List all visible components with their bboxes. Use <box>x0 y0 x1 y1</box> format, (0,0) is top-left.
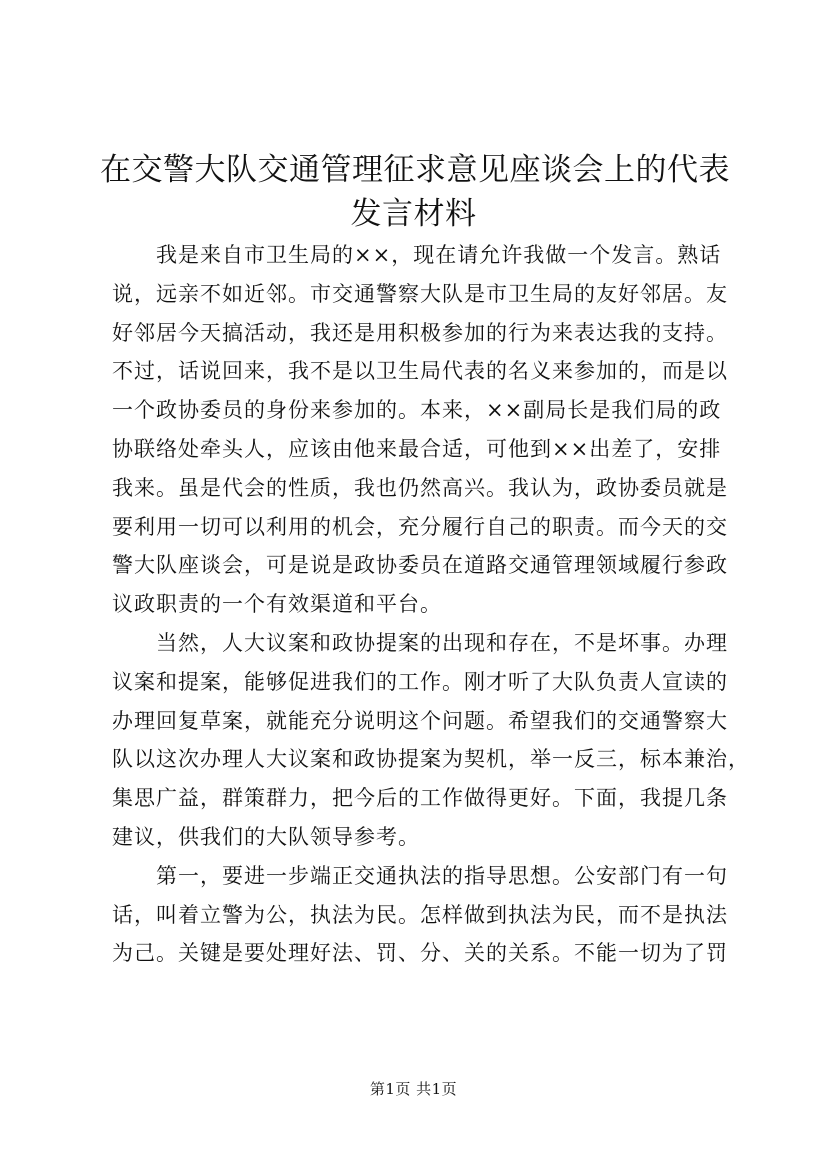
paragraph-1 <box>112 236 732 624</box>
paragraph-line: 要利用一切可以利用的机会，充分履行自己的职责。而今天的交 <box>112 514 728 539</box>
paragraph-line: 话，叫着立警为公，执法为民。怎样做到执法为民，而不是执法 <box>112 902 728 927</box>
paragraph-line: 为己。关键是要处理好法、罚、分、关的关系。不能一切为了罚 <box>112 941 728 966</box>
paragraph-line: 议案和提案，能够促进我们的工作。刚才听了大队负责人宣读的 <box>112 669 728 694</box>
paragraph-3 <box>112 857 732 973</box>
paragraph-line: 第一，要进一步端正交通执法的指导思想。公安部门有一句 <box>156 863 728 888</box>
document-title <box>100 148 730 236</box>
title-line-2: 发言材料 <box>350 196 477 232</box>
paragraph-line: 说，远亲不如近邻。市交通警察大队是市卫生局的友好邻居。友 <box>112 281 728 306</box>
paragraph-line: 建议，供我们的大队领导参考。 <box>112 824 420 849</box>
paragraph-line: 我是来自市卫生局的××，现在请允许我做一个发言。熟话 <box>156 243 722 267</box>
paragraph-line: 队以这次办理人大议案和政协提案为契机，举一反三，标本兼治， <box>112 747 750 772</box>
paragraph-line: 警大队座谈会，可是说是政协委员在道路交通管理领域履行参政 <box>112 553 728 578</box>
paragraph-line: 当然，人大议案和政协提案的出现和存在，不是坏事。办理 <box>156 630 728 655</box>
paragraph-line: 好邻居今天搞活动，我还是用积极参加的行为来表达我的支持。 <box>112 320 728 345</box>
page-number-label: 第1页 共1页 <box>369 1080 458 1098</box>
paragraph-line: 我来。虽是代会的性质，我也仍然高兴。我认为，政协委员就是 <box>112 475 728 500</box>
page-footer <box>0 1078 827 1099</box>
paragraph-line: 集思广益，群策群力，把今后的工作做得更好。下面，我提几条 <box>112 786 728 811</box>
paragraph-line: 协联络处牵头人，应该由他来最合适，可他到××出差了，安排 <box>112 436 722 461</box>
document-body <box>112 236 750 973</box>
paragraph-line: 一个政协委员的身份来参加的。本来，××副局长是我们局的政 <box>112 398 722 423</box>
paragraph-line: 办理回复草案，就能充分说明这个问题。希望我们的交通警察大 <box>112 708 728 733</box>
paragraph-line: 议政职责的一个有效渠道和平台。 <box>112 592 442 617</box>
paragraph-2 <box>112 624 750 857</box>
title-line-1: 在交警大队交通管理征求意见座谈会上的代表 <box>100 152 730 188</box>
paragraph-line: 不过，话说回来，我不是以卫生局代表的名义来参加的，而是以 <box>112 359 728 384</box>
